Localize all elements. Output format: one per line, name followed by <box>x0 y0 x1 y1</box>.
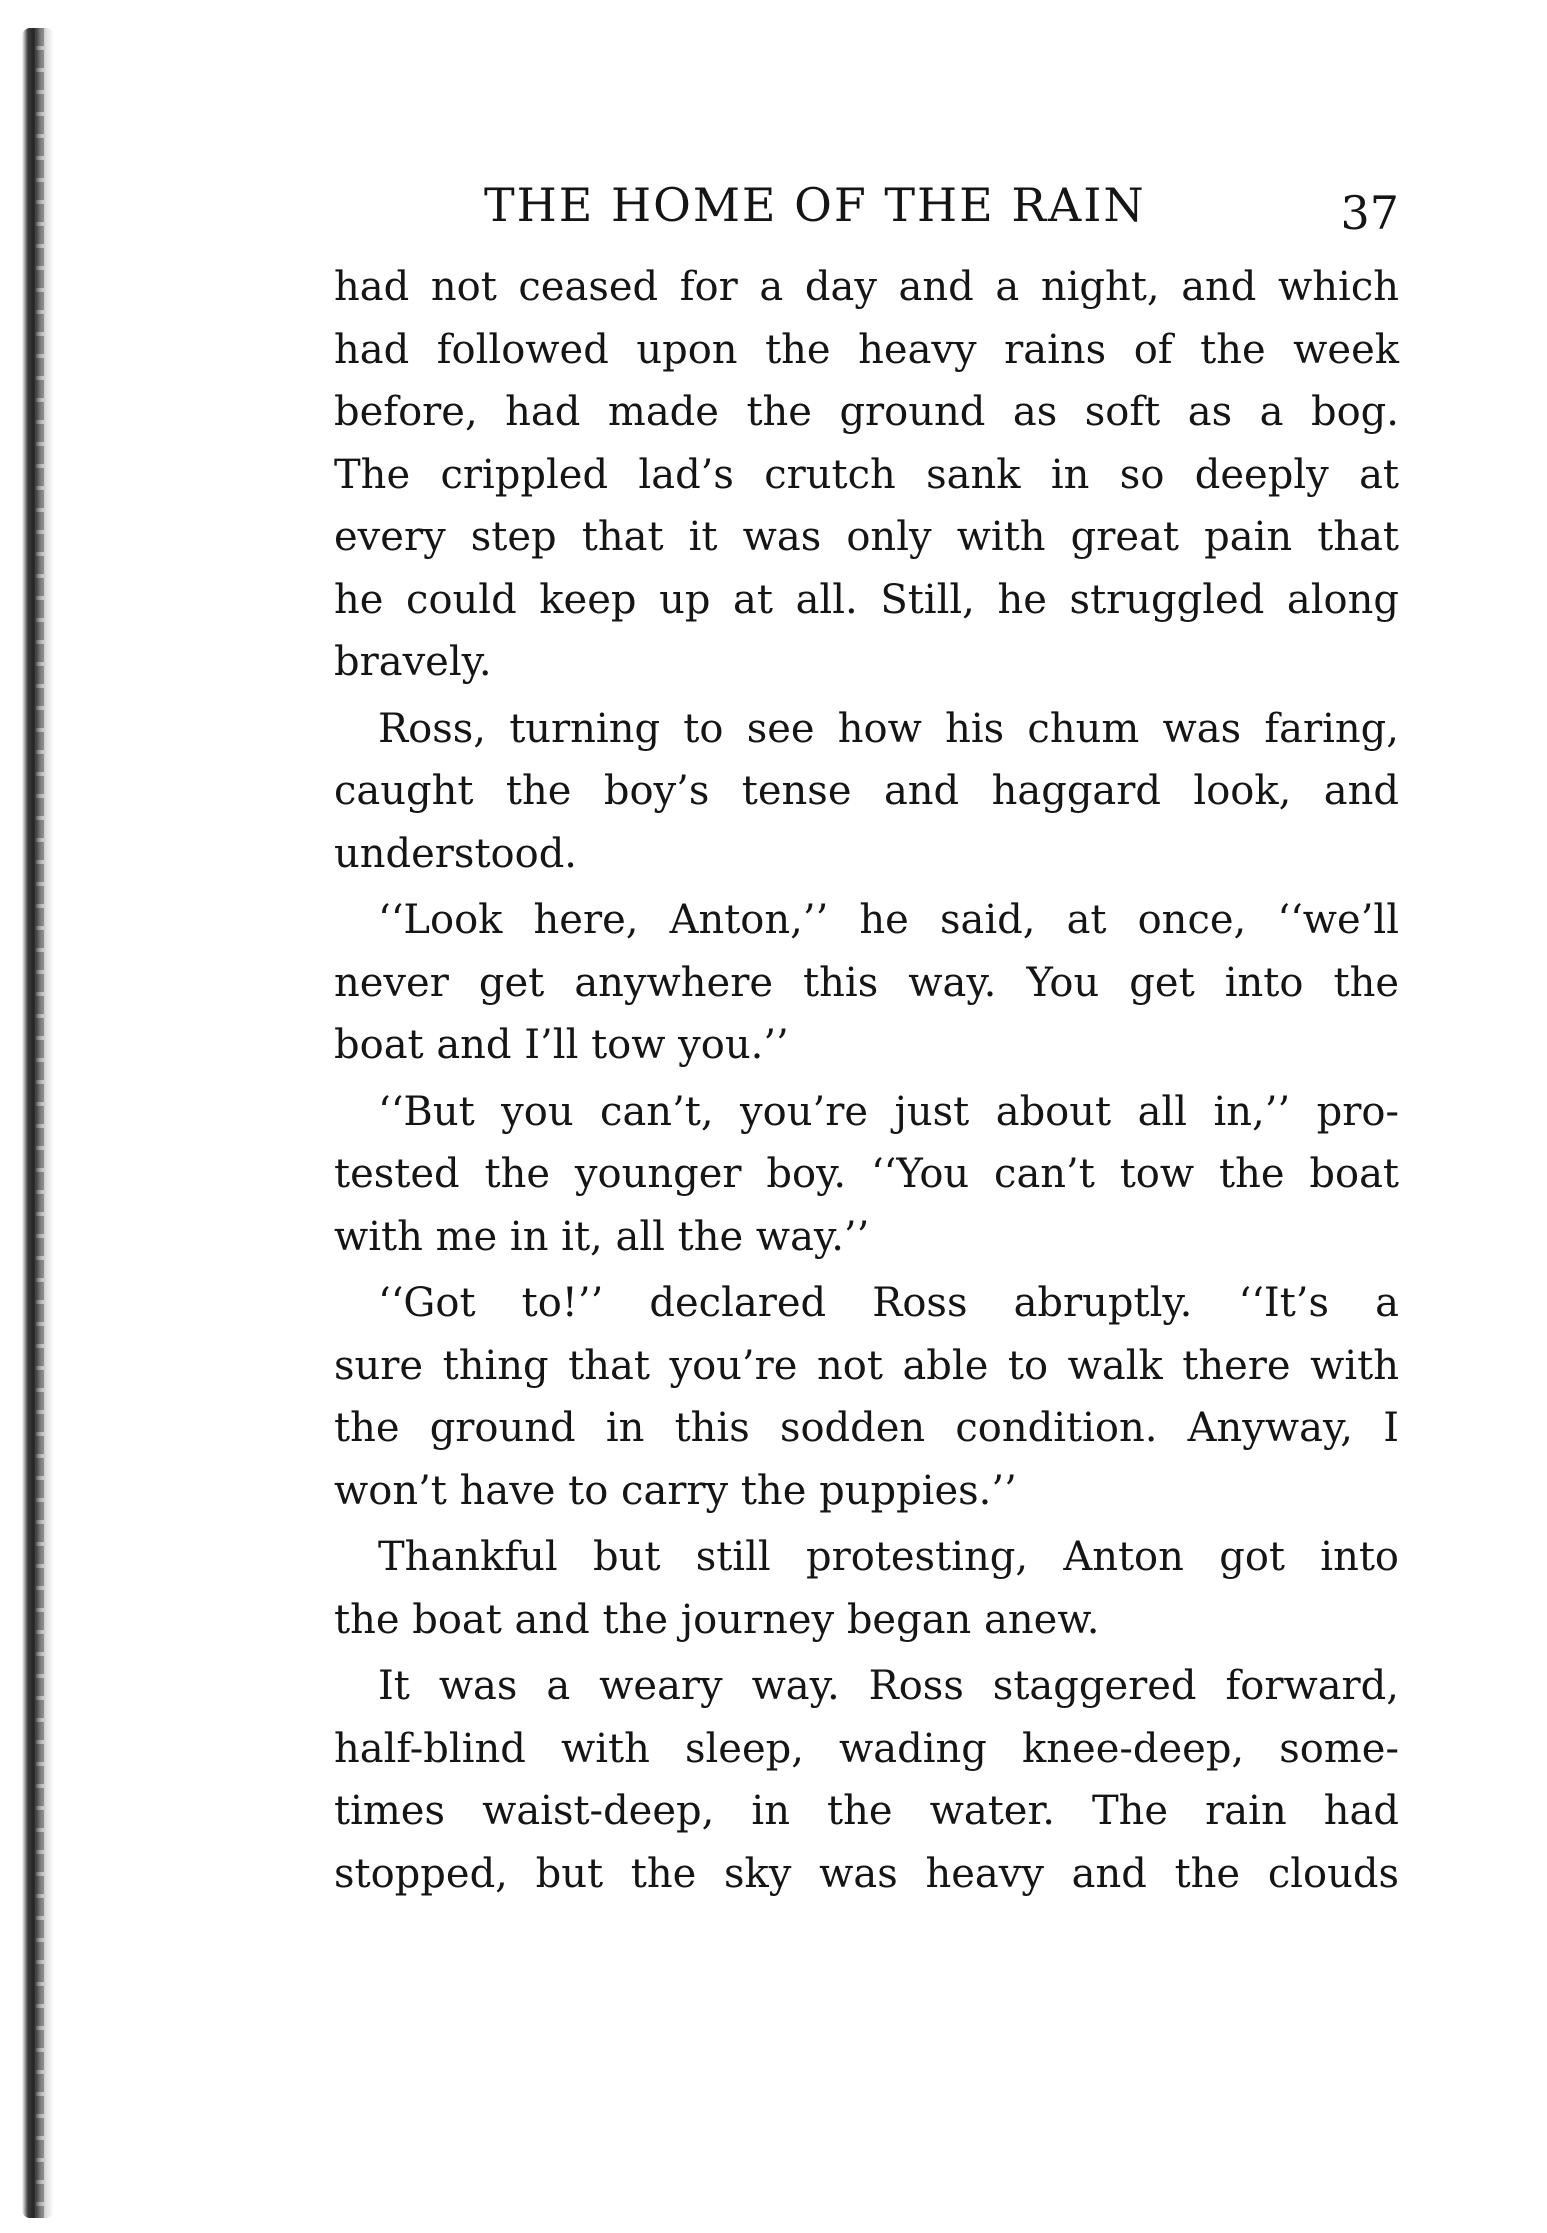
page-header <box>484 170 1399 250</box>
text-line: had not ceased for a day and a night, and which <box>334 264 1399 310</box>
text-line: Thankful but still protesting, Anton got into <box>378 1534 1399 1580</box>
text-line: ‘‘Got to!’’ declared Ross abruptly. ‘‘It’s a <box>378 1280 1399 1326</box>
book-spine-shadow <box>22 28 54 2218</box>
text-line: Ross, turning to see how his chum was faring, <box>378 705 1399 752</box>
page-number: 37 <box>1340 186 1399 240</box>
text-line: times waist-deep, in the water. The rain had <box>334 1788 1399 1834</box>
text-line: The crippled lad’s crutch sank in so deeply at <box>334 451 1399 498</box>
paragraph-4 <box>334 1081 1399 1269</box>
paragraph-3 <box>334 889 1399 1077</box>
text-line: the boat and the journey began anew. <box>334 1596 1100 1643</box>
paragraph-2 <box>334 698 1399 886</box>
text-line: boat and I’ll tow you.’’ <box>334 1022 789 1068</box>
text-line: sure thing that you’re not able to walk there with <box>334 1342 1399 1389</box>
text-line: half-blind with sleep, wading knee-deep, some- <box>334 1725 1399 1772</box>
paragraph-7 <box>334 1655 1399 1905</box>
text-line: won’t have to carry the puppies.’’ <box>334 1467 1017 1514</box>
text-line: he could keep up at all. Still, he struggled along <box>334 576 1399 623</box>
text-line: ‘‘Look here, Anton,’’ he said, at once, ‘‘we’ll <box>378 897 1399 943</box>
text-line: It was a weary way. Ross staggered forward, <box>378 1663 1399 1709</box>
text-line: had followed upon the heavy rains of the week <box>334 326 1399 373</box>
paragraph-6 <box>334 1526 1399 1651</box>
text-line: bravely. <box>334 639 492 685</box>
text-line: the ground in this sodden condition. Anyway, I <box>334 1405 1399 1451</box>
running-title: THE HOME OF THE RAIN <box>484 178 1146 232</box>
paragraph-1 <box>334 256 1399 694</box>
text-line: stopped, but the sky was heavy and the clouds <box>334 1850 1399 1897</box>
text-line: with me in it, all the way.’’ <box>334 1213 870 1260</box>
text-line: understood. <box>334 830 578 877</box>
paragraph-5 <box>334 1272 1399 1522</box>
body-text <box>334 256 1399 1905</box>
text-line: caught the boy’s tense and haggard look, and <box>334 768 1399 814</box>
text-line: tested the younger boy. ‘‘You can’t tow the boat <box>334 1151 1399 1197</box>
text-line: before, had made the ground as soft as a bog. <box>334 389 1399 435</box>
text-line: every step that it was only with great pain that <box>334 514 1399 560</box>
text-line: never get anywhere this way. You get into the <box>334 959 1399 1006</box>
text-line: ‘‘But you can’t, you’re just about all in,’’ pro- <box>378 1088 1399 1135</box>
